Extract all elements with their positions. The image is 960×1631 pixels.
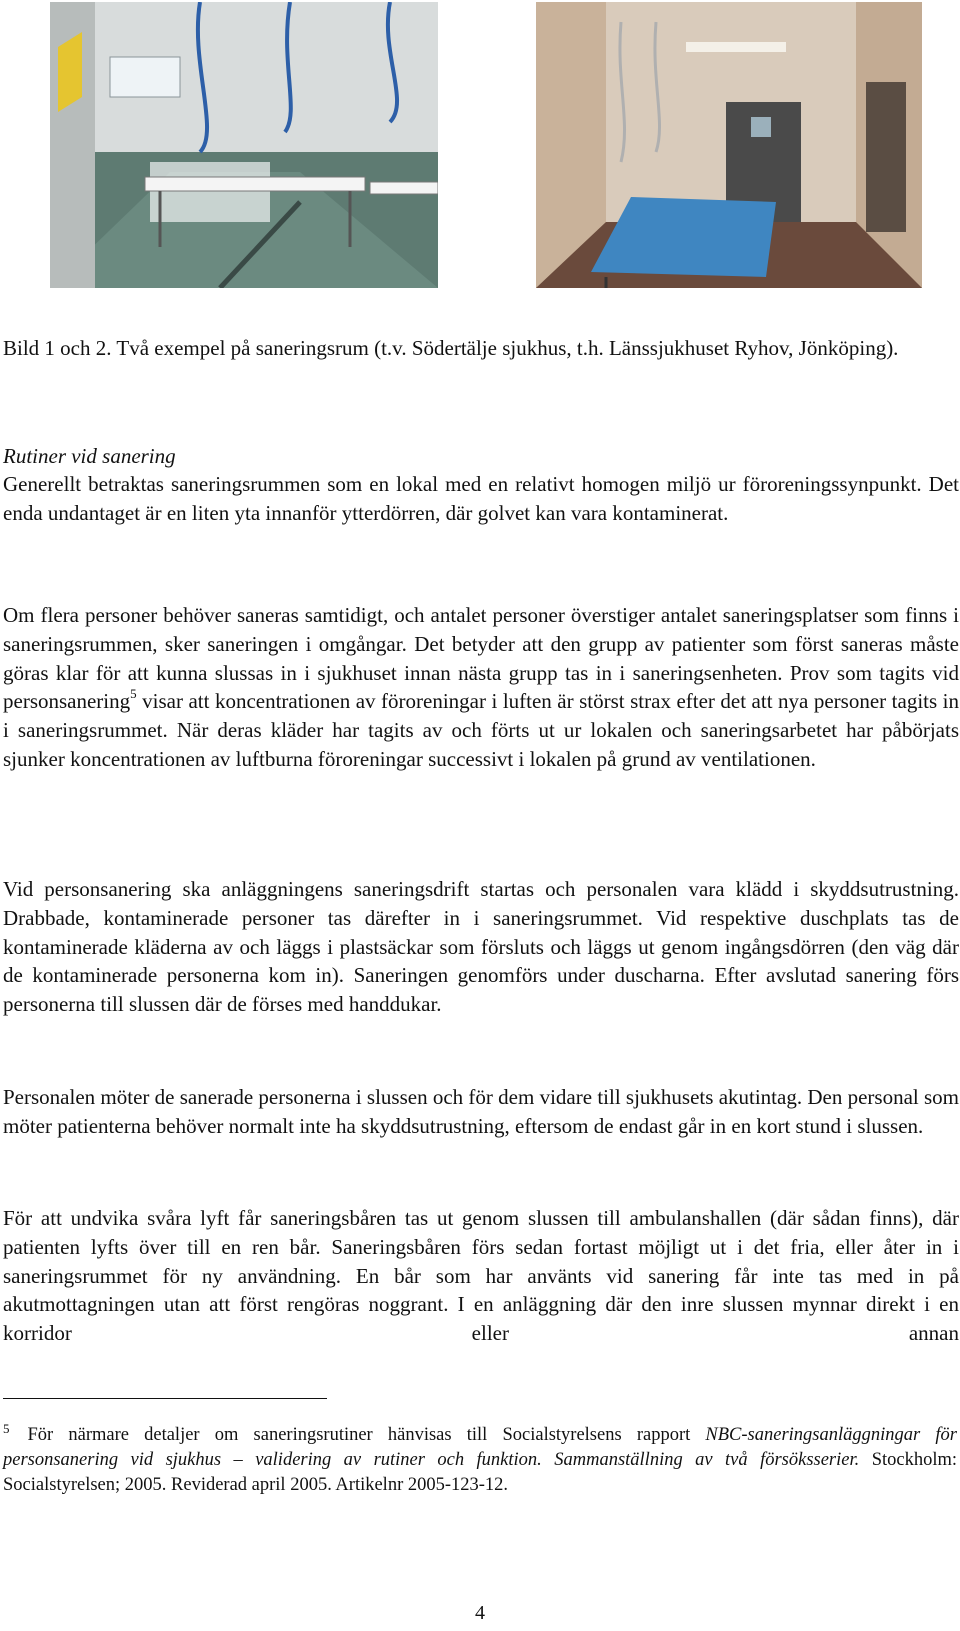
paragraph-1: Generellt betraktas saneringsrummen som en lokal med en relativt homogen miljö ur föroreningssynpunkt. Det enda undantaget är en liten yta innanför ytterdörren, där golvet kan vara kontaminerat. [3, 472, 959, 525]
figure-caption: Bild 1 och 2. Två exempel på saneringsrum (t.v. Södertälje sjukhus, t.h. Länssjukhuset Ryhov, Jönköping). [3, 336, 899, 360]
paragraph-2 [3, 601, 959, 774]
paragraph-4: Personalen möter de sanerade personerna i slussen och för dem vidare till sjukhusets akutintag. Den personal som möter patienterna behöver normalt inte ha skyddsutrustning, eftersom de endast går in en kort stund i slussen. [3, 1085, 959, 1138]
footnote-text-after: Stockholm: Socialstyrelsen; 2005. Reviderad april 2005. Artikelnr 2005-123-12. [3, 1450, 958, 1495]
footnote-reference[interactable]: 5 [130, 686, 137, 702]
page-number: 4 [475, 1602, 485, 1624]
paragraph-5: För att undvika svåra lyft får saneringsbåren tas ut genom slussen till ambulanshallen (där sådan finns), där patienten lyfts över till en ren bår. Saneringsbåren förs sedan fortast möjligt ut i det fria, eller åter in i saneringsrummet för ny användning. En bår som har använts vid sanering får inte tas med in på akutmottagningen utan att först rengöras noggrant. I en anläggning där den inre slussen mynnar direkt i en korridor eller annan [3, 1206, 959, 1346]
footnote-text-before: För närmare detaljer om saneringsrutiner hänvisas till Socialstyrelsens rapport [27, 1425, 706, 1445]
photo-sodertalje-decon-room [50, 2, 438, 288]
paragraph-3: Vid personsanering ska anläggningens saneringsdrift startas och personalen vara klädd i skyddsutrustning. Drabbade, kontaminerade personer tas därefter in i saneringsrummet. Vid respektive duschplats tas de kontaminerade kläderna av och läggs i plastsäckar som försluts och läggs ut genom ingångsdörren (den väg där de kontaminerade personerna kom in). Saneringen genomförs under duscharna. Efter avslutad sanering förs personerna till slussen där de förses med handdukar. [3, 877, 959, 1017]
footnote-report-title: NBC-saneringsanläggningar för personsanering vid sjukhus – validering av rutiner och funktion. Sammanställning av två försöksserier. [3, 1425, 957, 1470]
section-heading: Rutiner vid sanering [3, 444, 176, 468]
paragraph-2-part-2: visar att koncentrationen av föroreningar i luften är störst strax efter det att nya personer tagits in i saneringsrummet. När deras kläder har tagits av och förts ut ur lokalen och saneringsarbetet har påbörjats sjunker koncentrationen av luftburna föroreningar successivt i lokalen på grund av ventilationen. [3, 689, 959, 771]
footnote [3, 1423, 957, 1498]
footnote-number: 5 [3, 1421, 10, 1436]
photo-ryhov-decon-room [536, 2, 922, 288]
footnote-separator [3, 1398, 327, 1399]
paragraph-2-part-1: Om flera personer behöver saneras samtidigt, och antalet personer överstiger antalet saneringsplatser som finns i saneringsrummen, sker saneringen i omgångar. Det betyder att den grupp av patienter som först saneras måste göras klar för att kunna slussas in i sjukhuset innan nästa grupp tas in i saneringsenheten. Prov som tagits vid personsanering [3, 603, 959, 714]
